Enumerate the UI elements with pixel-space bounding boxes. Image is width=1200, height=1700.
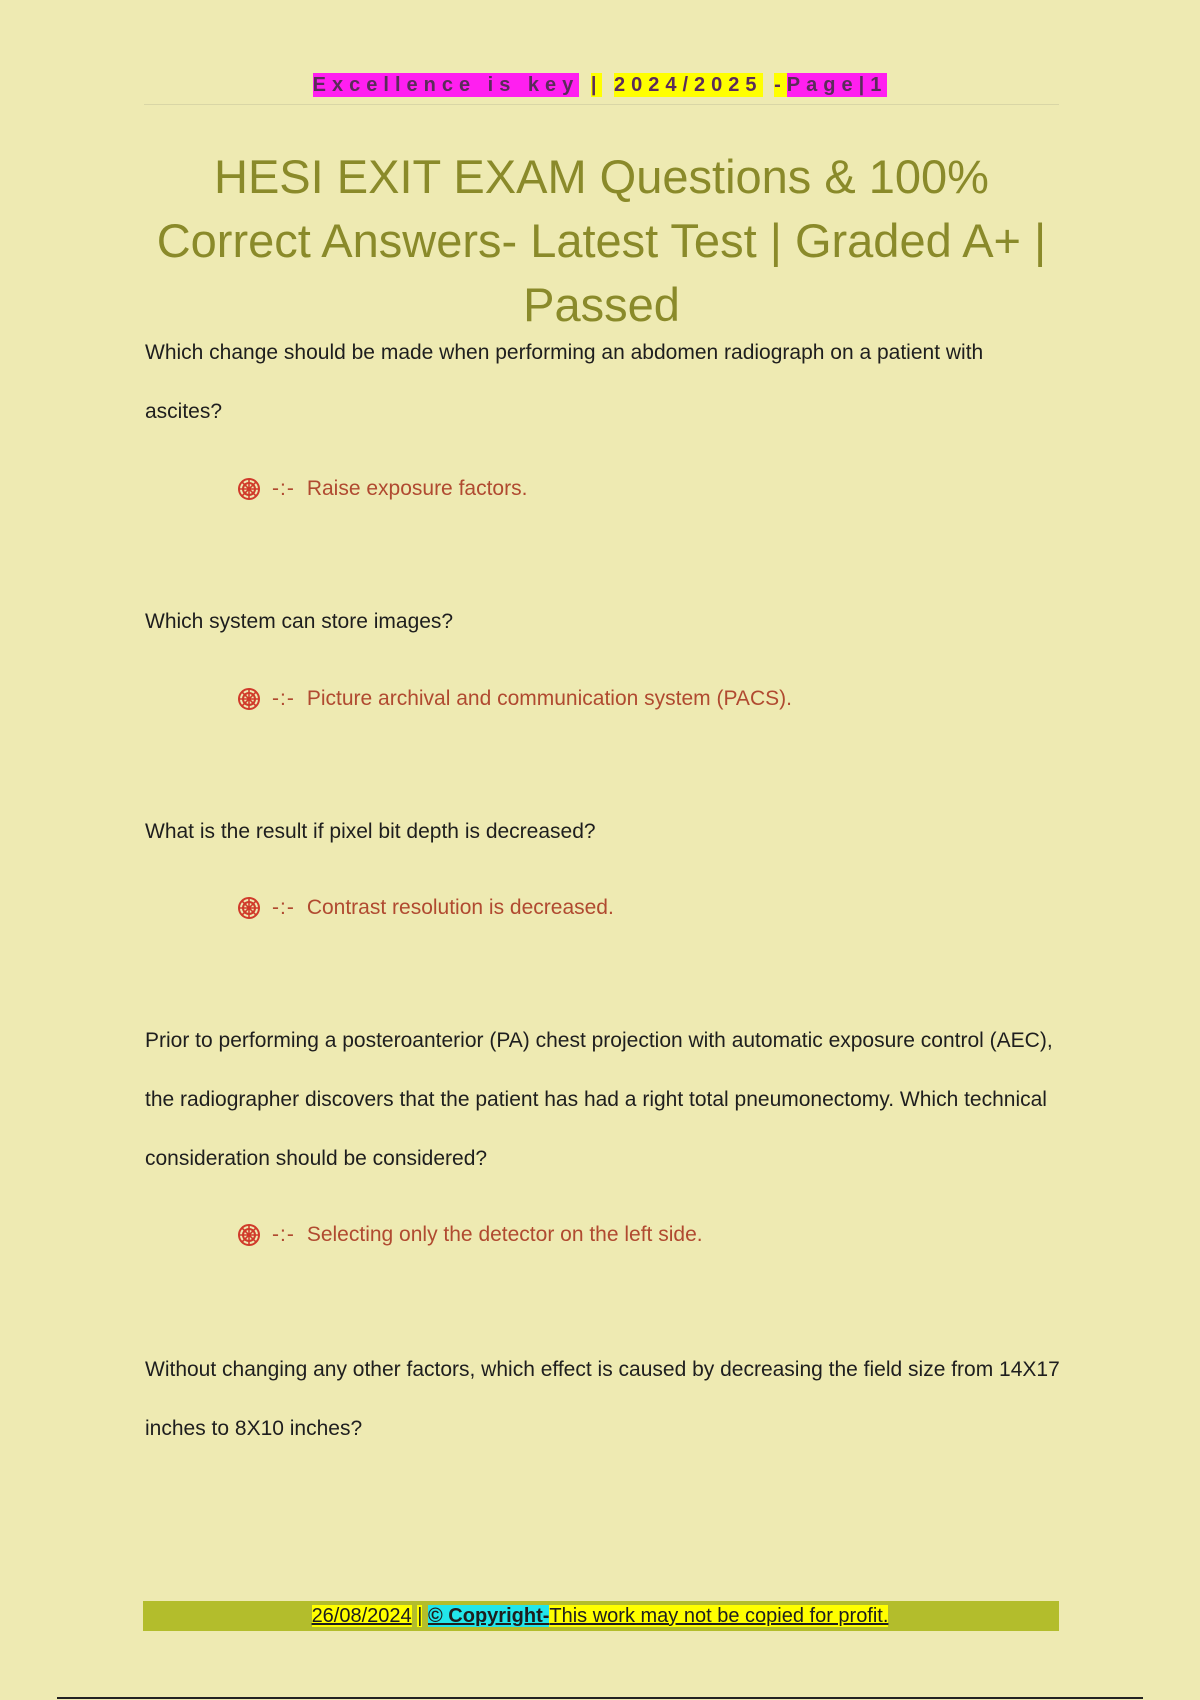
answer-text: Picture archival and communication system (PACS). [306,687,792,710]
answer-text: Selecting only the detector on the left side. [306,1223,703,1246]
answer-separator: -:- [272,1223,295,1246]
question-2: Which system can store images? [145,610,454,633]
bottom-divider [57,1697,1143,1699]
page-header [0,72,1200,98]
header-dash: - [774,74,787,96]
answer-separator: -:- [272,477,295,500]
header-divider [144,104,1059,105]
footer-copyright: © Copyright- [428,1605,550,1627]
red-rosette-icon [238,478,260,500]
red-rosette-icon [238,1224,260,1246]
footer-date: 26/08/2024 [311,1605,412,1627]
footer-notice: This work may not be copied for profit. [549,1605,889,1627]
answer-3 [238,893,614,923]
header-page-label: Page [786,74,859,96]
page-footer [0,1601,1200,1631]
answer-text: Raise exposure factors. [306,477,528,500]
answer-separator: -:- [272,687,295,710]
red-rosette-icon [238,897,260,919]
answer-text: Contrast resolution is decreased. [306,896,614,919]
answer-4 [238,1220,703,1250]
answer-1 [238,474,527,504]
header-page-separator: | [858,74,871,96]
header-page-number: 1 [870,74,888,96]
question-1: Which change should be made when performing an abdomen radiograph on a patient with ascites? [145,341,984,423]
question-4: Prior to performing a posteroanterior (PA) chest projection with automatic exposure control (AEC), the radiographer discovers that the patient has had a right total pneumonectomy. Which technical consideration should be considered? [145,1029,1053,1170]
footer-separator: | [417,1605,423,1627]
header-year: 2024/2025 [613,74,763,96]
question-5: Without changing any other factors, which effect is caused by decreasing the field size from 14X17 inches to 8X10 inches? [145,1358,1060,1440]
header-separator: | [590,74,603,96]
question-3: What is the result if pixel bit depth is decreased? [145,820,596,843]
document-title: HESI EXIT EXAM Questions & 100% Correct Answers- Latest Test | Graded A+ | Passed [156,150,1047,331]
answer-separator: -:- [272,896,295,919]
red-rosette-icon [238,688,260,710]
header-brand: Excellence is key [312,74,580,96]
answer-2 [238,684,792,714]
